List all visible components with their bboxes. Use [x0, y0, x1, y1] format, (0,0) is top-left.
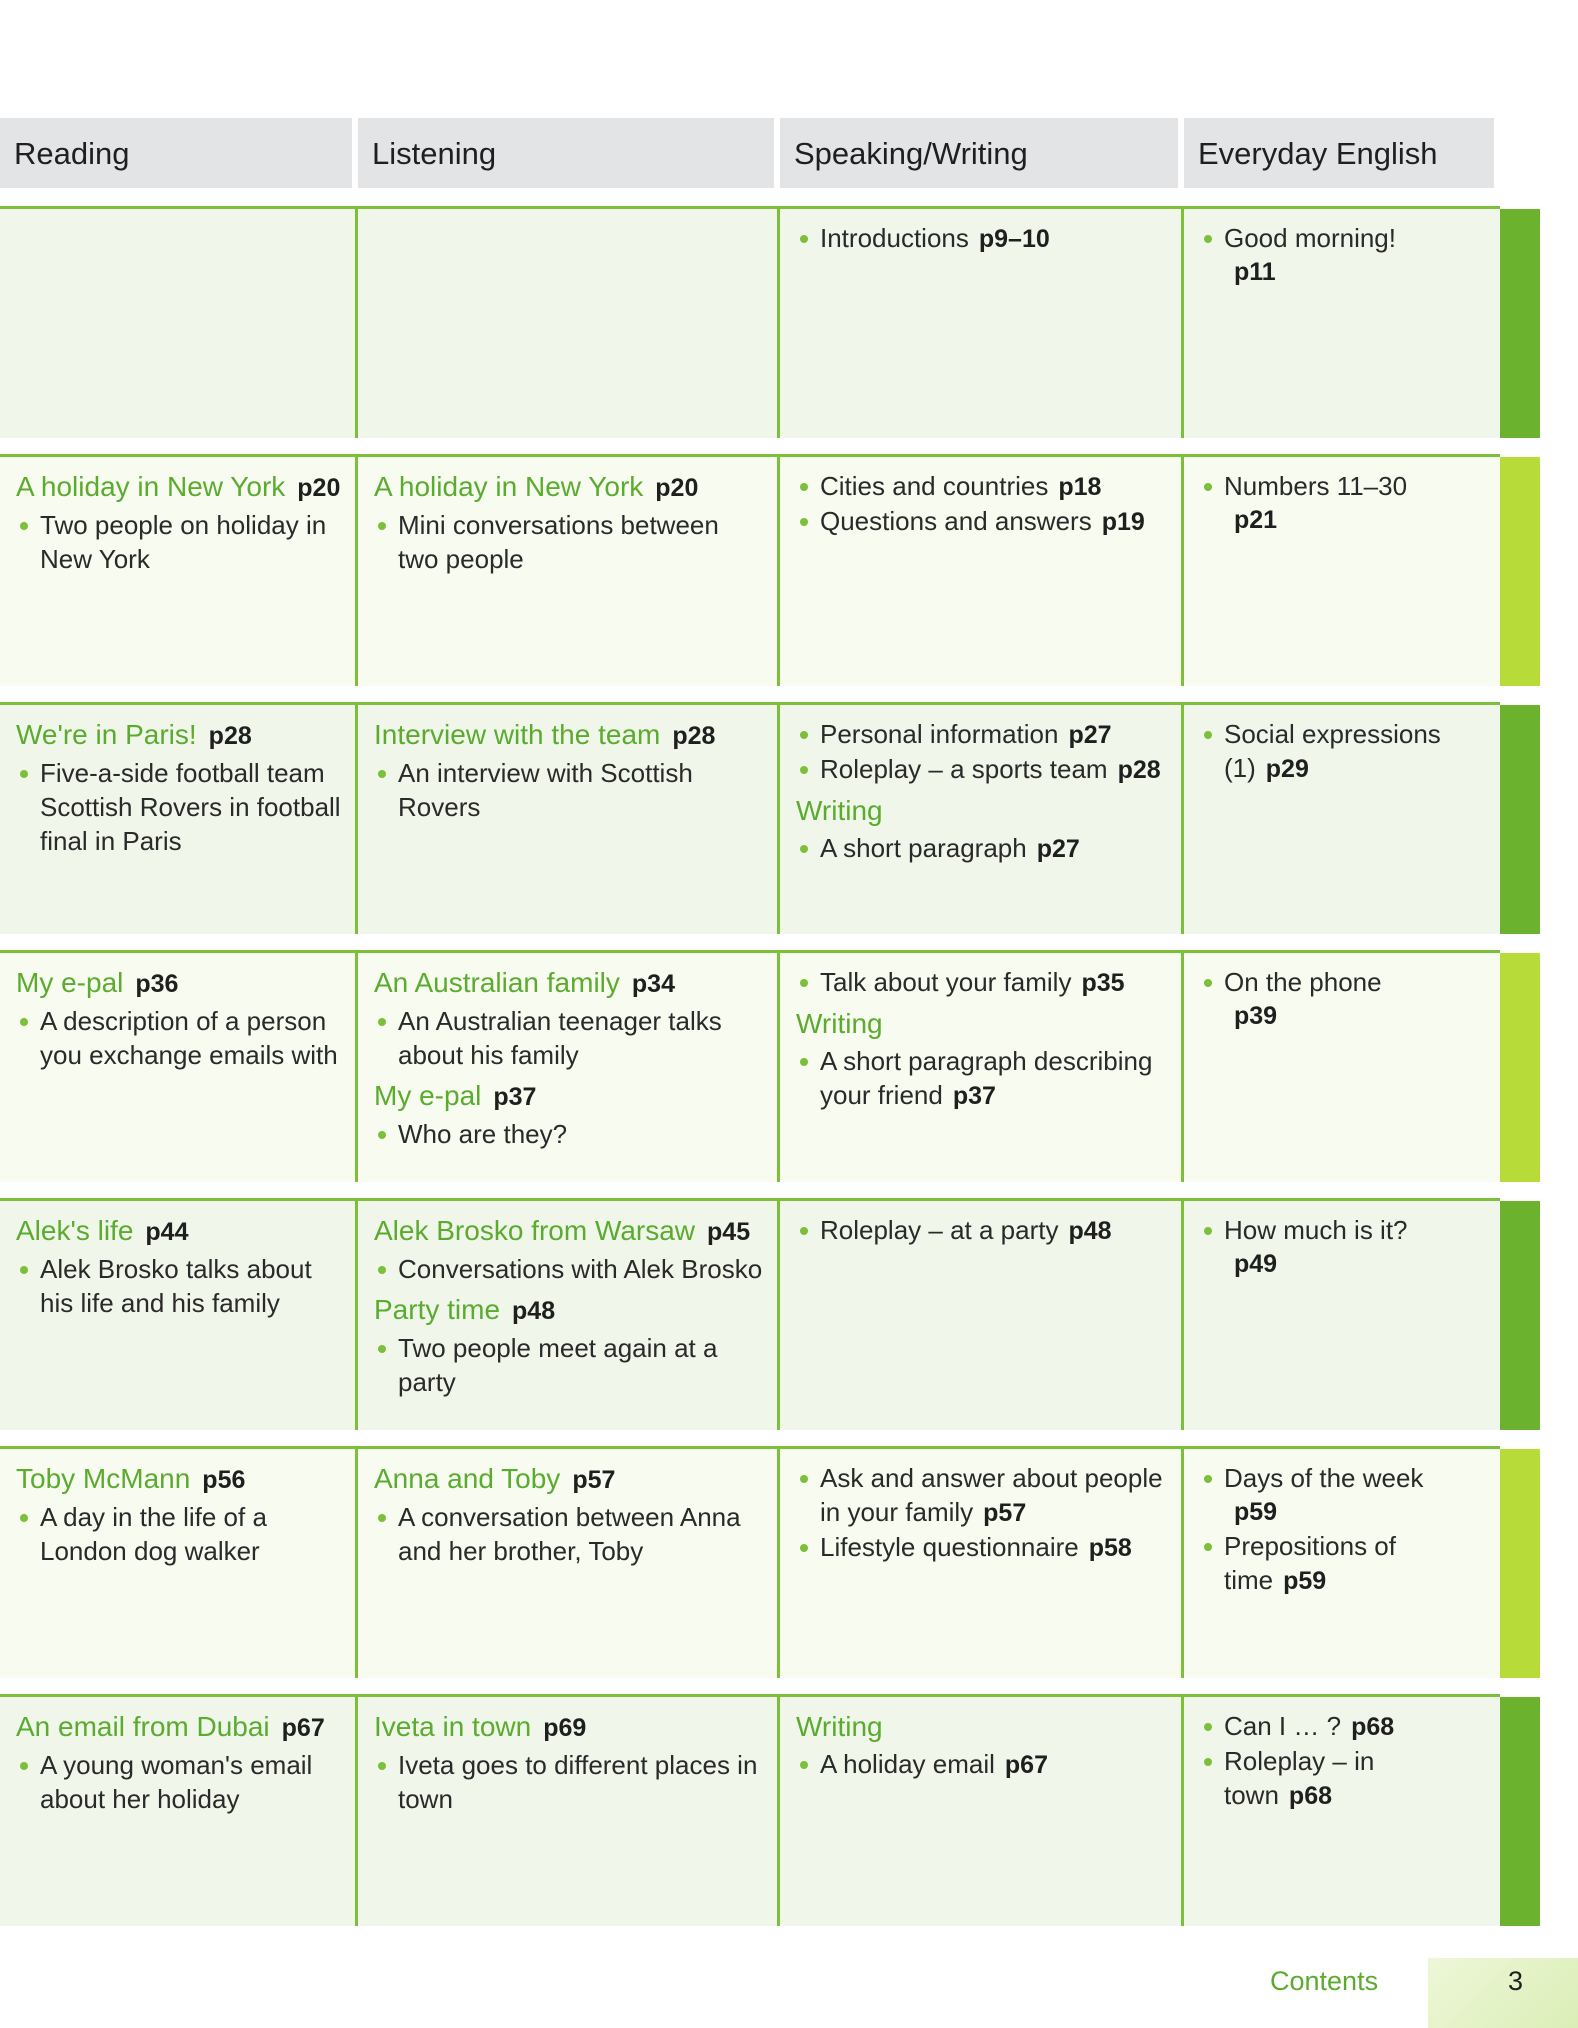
- section-title: [16, 965, 341, 1002]
- page-reference: p9–10: [978, 225, 1050, 253]
- cell-listening: [358, 705, 780, 934]
- cell-listening: [358, 209, 780, 438]
- contents-table: [0, 118, 1500, 1942]
- section-title: [16, 1709, 341, 1746]
- page-reference: p36: [135, 970, 179, 998]
- footer-contents-label: Contents: [1270, 1966, 1379, 1996]
- bullet-text: Ask and answer about people in your family: [820, 1463, 1163, 1527]
- corner-tab: [1428, 1958, 1578, 2028]
- cell-speaking: [780, 209, 1184, 438]
- section-title-text: A holiday in New York: [16, 471, 286, 502]
- bullet-item: [1200, 1709, 1486, 1744]
- page-reference: p28: [208, 722, 252, 750]
- page-reference: p28: [1117, 756, 1161, 784]
- bullet-item: [1200, 1461, 1486, 1529]
- unit-row: [0, 702, 1500, 934]
- cell-everyday: [1184, 705, 1500, 934]
- bullet-text: How much is it?: [1224, 1215, 1408, 1245]
- bullet-item: [374, 1748, 763, 1816]
- section-title: [374, 1292, 763, 1329]
- header-reading: Reading: [0, 118, 352, 188]
- section-title: [16, 469, 341, 506]
- bullet-text: Alek Brosko talks about his life and his family: [40, 1254, 312, 1318]
- bullet-item: [16, 756, 341, 858]
- bullet-text: An interview with Scottish Rovers: [398, 758, 693, 822]
- bullet-text: Personal information: [820, 719, 1059, 749]
- bullet-text: Two people on holiday in New York: [40, 510, 327, 574]
- page-reference: p27: [1068, 721, 1112, 749]
- unit-row: [0, 206, 1500, 438]
- page-reference: p67: [281, 1714, 325, 1742]
- section-title: [796, 793, 1167, 829]
- bullet-item: [1200, 965, 1486, 1033]
- section-title-text: An email from Dubai: [16, 1711, 270, 1742]
- unit-color-tab: [1500, 705, 1540, 934]
- bullet-text: A day in the life of a London dog walker: [40, 1502, 267, 1566]
- section-title: [796, 1709, 1167, 1745]
- page-reference: p18: [1058, 473, 1102, 501]
- bullet-item: [796, 1747, 1167, 1782]
- bullet-item: [1200, 1213, 1486, 1281]
- page-reference: p57: [983, 1499, 1027, 1527]
- page-reference: p21: [1234, 506, 1278, 534]
- section-title: [16, 1213, 341, 1250]
- page-reference: p58: [1088, 1534, 1132, 1562]
- section-title: [374, 1461, 763, 1498]
- section-title-text: Interview with the team: [374, 719, 661, 750]
- bullet-text: Good morning!: [1224, 223, 1396, 253]
- cell-listening: [358, 457, 780, 686]
- bullet-text: Social expressions (1): [1224, 719, 1441, 783]
- section-title-text: Writing: [796, 1008, 883, 1039]
- bullet-text: Introductions: [820, 223, 969, 253]
- bullet-text: Numbers 11–30: [1224, 471, 1408, 501]
- page-reference: p44: [145, 1218, 189, 1246]
- section-title: [796, 1006, 1167, 1042]
- page-reference: p37: [493, 1083, 537, 1111]
- page-reference: p28: [672, 722, 716, 750]
- section-title: [374, 717, 763, 754]
- unit-row: [0, 454, 1500, 686]
- cell-speaking: [780, 1697, 1184, 1926]
- page-reference: p20: [655, 474, 699, 502]
- bullet-text: Roleplay – in town: [1224, 1746, 1375, 1810]
- page-reference: p56: [202, 1466, 246, 1494]
- bullet-text: Prepositions of time: [1224, 1531, 1396, 1595]
- unit-rows: [0, 206, 1500, 1926]
- unit-color-tab: [1500, 209, 1540, 438]
- bullet-text: Iveta goes to different places in town: [398, 1750, 758, 1814]
- footer-page-number: 3: [1508, 1966, 1524, 1996]
- bullet-text: Lifestyle questionnaire: [820, 1532, 1079, 1562]
- page-reference: p49: [1234, 1250, 1278, 1278]
- unit-color-tab: [1500, 457, 1540, 686]
- bullet-item: [374, 1500, 763, 1568]
- section-title-text: Alek Brosko from Warsaw: [374, 1215, 696, 1246]
- bullet-item: [374, 1117, 763, 1151]
- bullet-text: Can I … ?: [1224, 1711, 1342, 1741]
- bullet-text: Two people meet again at a party: [398, 1333, 718, 1397]
- bullet-text: Roleplay – a sports team: [820, 754, 1108, 784]
- cell-everyday: [1184, 1201, 1500, 1430]
- bullet-item: [374, 508, 763, 576]
- cell-reading: [0, 705, 358, 934]
- page-reference: p39: [1234, 1002, 1278, 1030]
- bullet-text: Cities and countries: [820, 471, 1049, 501]
- column-headers: [0, 118, 1500, 188]
- cell-listening: [358, 1449, 780, 1678]
- bullet-text: A holiday email: [820, 1749, 995, 1779]
- page-reference: p29: [1265, 755, 1309, 783]
- bullet-item: [796, 717, 1167, 752]
- bullet-item: [796, 965, 1167, 1000]
- cell-reading: [0, 457, 358, 686]
- bullet-text: Who are they?: [398, 1119, 568, 1149]
- cell-listening: [358, 1697, 780, 1926]
- page-reference: p35: [1081, 969, 1125, 997]
- bullet-text: A short paragraph describing your friend: [820, 1046, 1153, 1110]
- cell-speaking: [780, 1201, 1184, 1430]
- bullet-item: [16, 1252, 341, 1320]
- header-listening: Listening: [358, 118, 774, 188]
- bullet-item: [1200, 221, 1486, 289]
- bullet-item: [796, 1530, 1167, 1565]
- section-title: [374, 965, 763, 1002]
- page-reference: p27: [1036, 835, 1080, 863]
- header-speaking-writing: Speaking/Writing: [780, 118, 1178, 188]
- bullet-item: [16, 1004, 341, 1072]
- bullet-text: A description of a person you exchange emails with: [40, 1006, 338, 1070]
- page-reference: p20: [297, 474, 341, 502]
- page-reference: p11: [1234, 258, 1276, 286]
- cell-speaking: [780, 1449, 1184, 1678]
- section-title-text: Anna and Toby: [374, 1463, 561, 1494]
- bullet-item: [796, 469, 1167, 504]
- header-everyday-english: Everyday English: [1184, 118, 1494, 188]
- page-reference: p59: [1283, 1567, 1327, 1595]
- page-reference: p57: [572, 1466, 616, 1494]
- page-reference: p34: [631, 970, 675, 998]
- bullet-text: Roleplay – at a party: [820, 1215, 1059, 1245]
- section-title-text: My e-pal: [374, 1080, 482, 1111]
- cell-speaking: [780, 705, 1184, 934]
- page-reference: p68: [1288, 1782, 1333, 1810]
- page-reference: p19: [1101, 508, 1145, 536]
- section-title: [16, 717, 341, 754]
- cell-speaking: [780, 457, 1184, 686]
- bullet-item: [1200, 1529, 1486, 1598]
- page-reference: p37: [952, 1082, 996, 1110]
- cell-everyday: [1184, 1697, 1500, 1926]
- bullet-item: [796, 752, 1167, 787]
- unit-row: [0, 1198, 1500, 1430]
- unit-color-tab: [1500, 953, 1540, 1182]
- bullet-text: Days of the week: [1224, 1463, 1424, 1493]
- bullet-text: Conversations with Alek Brosko: [398, 1254, 763, 1284]
- cell-reading: [0, 1697, 358, 1926]
- section-title: [374, 469, 763, 506]
- bullet-text: Five-a-side football team Scottish Rovers in football final in Paris: [40, 758, 341, 856]
- section-title-text: Writing: [796, 1711, 883, 1742]
- cell-everyday: [1184, 953, 1500, 1182]
- unit-color-tab: [1500, 1697, 1540, 1926]
- bullet-text: An Australian teenager talks about his family: [398, 1006, 722, 1070]
- bullet-item: [374, 1004, 763, 1072]
- bullet-text: A young woman's email about her holiday: [40, 1750, 313, 1814]
- bullet-item: [796, 504, 1167, 539]
- section-title: [374, 1709, 763, 1746]
- bullet-item: [796, 221, 1167, 256]
- section-title: [16, 1461, 341, 1498]
- section-title: [374, 1078, 763, 1115]
- cell-reading: [0, 1201, 358, 1430]
- section-title-text: My e-pal: [16, 967, 124, 998]
- section-title-text: An Australian family: [374, 967, 620, 998]
- bullet-item: [1200, 469, 1486, 537]
- page-reference: p48: [512, 1297, 556, 1325]
- cell-listening: [358, 953, 780, 1182]
- bullet-item: [374, 756, 763, 824]
- bullet-item: [16, 1500, 341, 1568]
- bullet-text: Talk about your family: [820, 967, 1072, 997]
- bullet-item: [796, 831, 1167, 866]
- bullet-item: [1200, 717, 1486, 786]
- bullet-text: A conversation between Anna and her brother, Toby: [398, 1502, 741, 1566]
- page-reference: p67: [1004, 1751, 1048, 1779]
- bullet-item: [16, 1748, 341, 1816]
- section-title-text: Toby McMann: [16, 1463, 191, 1494]
- cell-speaking: [780, 953, 1184, 1182]
- section-title-text: A holiday in New York: [374, 471, 644, 502]
- cell-everyday: [1184, 457, 1500, 686]
- cell-reading: [0, 1449, 358, 1678]
- bullet-item: [1200, 1744, 1486, 1813]
- section-title-text: We're in Paris!: [16, 719, 197, 750]
- page-reference: p48: [1068, 1217, 1112, 1245]
- cell-reading: [0, 209, 358, 438]
- bullet-text: Questions and answers: [820, 506, 1092, 536]
- bullet-text: On the phone: [1224, 967, 1382, 997]
- page-reference: p69: [543, 1714, 587, 1742]
- cell-everyday: [1184, 1449, 1500, 1678]
- bullet-item: [374, 1331, 763, 1399]
- bullet-item: [374, 1252, 763, 1286]
- page-reference: p45: [707, 1218, 751, 1246]
- cell-everyday: [1184, 209, 1500, 438]
- bullet-text: Mini conversations between two people: [398, 510, 719, 574]
- cell-reading: [0, 953, 358, 1182]
- cell-listening: [358, 1201, 780, 1430]
- page-reference: p59: [1234, 1498, 1278, 1526]
- section-title-text: Party time: [374, 1294, 501, 1325]
- bullet-text: A short paragraph: [820, 833, 1027, 863]
- unit-row: [0, 950, 1500, 1182]
- bullet-item: [796, 1044, 1167, 1113]
- unit-row: [0, 1446, 1500, 1678]
- section-title-text: Writing: [796, 795, 883, 826]
- section-title-text: Iveta in town: [374, 1711, 532, 1742]
- section-title: [374, 1213, 763, 1250]
- unit-color-tab: [1500, 1449, 1540, 1678]
- unit-color-tab: [1500, 1201, 1540, 1430]
- bullet-item: [796, 1213, 1167, 1248]
- section-title-text: Alek's life: [16, 1215, 134, 1246]
- unit-row: [0, 1694, 1500, 1926]
- bullet-item: [796, 1461, 1167, 1530]
- page-reference: p68: [1351, 1713, 1395, 1741]
- bullet-item: [16, 508, 341, 576]
